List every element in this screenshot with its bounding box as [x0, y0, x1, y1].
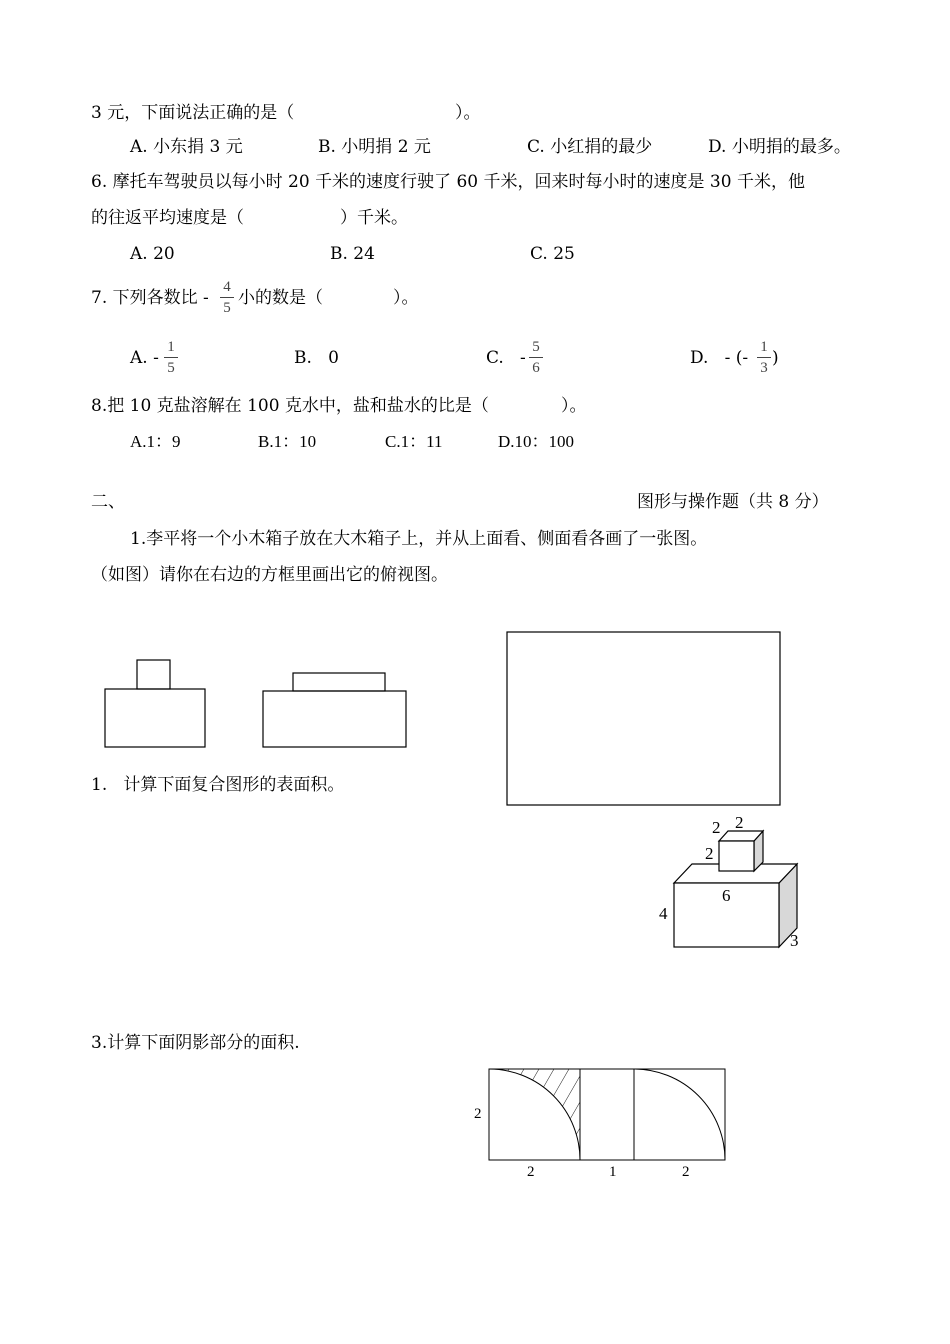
q7-option-a-numerator: 1: [167, 339, 175, 355]
q8-option-a: A.1：9: [130, 432, 181, 451]
q6-line-1: 6. 摩托车驾驶员以每小时 20 千米的速度行驶了 60 千米，回来时每小时的速度是 30 千米，他: [91, 172, 805, 192]
q6-option-a: A. 20: [130, 244, 175, 264]
q7-option-b: B. 0: [294, 348, 339, 368]
q8-text: 8.把 10 克盐溶解在 100 克水中，盐和盐水的比是（: [91, 396, 489, 416]
q6-option-c: C. 25: [530, 244, 575, 264]
big-box-width-label: 3: [790, 931, 799, 950]
q7-stem-start: 7. 下列各数比 -: [91, 288, 209, 308]
section-2-title: 图形与操作题（共 8 分）: [637, 492, 829, 512]
q7-option-a-denominator: 5: [167, 360, 175, 376]
q7-option-d-label: D. - (-: [690, 348, 749, 368]
q7-option-c-denominator: 6: [532, 360, 540, 376]
small-box-top-label: 2: [735, 813, 744, 832]
big-box-height-label: 4: [659, 904, 668, 923]
q5-option-c: C. 小红捐的最少: [527, 137, 653, 157]
q6-option-b: B. 24: [330, 244, 375, 264]
q6-line-2: 的往返平均速度是（: [91, 208, 244, 228]
problem-1-line-1: 1.李平将一个小木箱子放在大木箱子上，并从上面看、侧面看各画了一张图。: [130, 529, 708, 549]
shaded-region: [489, 1069, 725, 1160]
q7-option-c-label: C. -: [486, 348, 526, 368]
q7-fraction-numerator: 4: [223, 279, 231, 295]
q8-option-d: D.10：100: [498, 432, 575, 451]
q7-option-d-denominator: 3: [760, 360, 768, 376]
problem-3-text: 3.计算下面阴影部分的面积.: [91, 1033, 300, 1053]
small-box-depth-label: 2: [712, 818, 721, 837]
small-box-height-label: 2: [705, 844, 714, 863]
q8-close: ）。: [561, 396, 587, 416]
q7-option-a-label: A. -: [130, 348, 159, 368]
shaded-figure-width-3-label: 2: [682, 1164, 690, 1180]
q7-stem-end: 小的数是（: [238, 288, 323, 308]
problem-2-text: 1. 计算下面复合图形的表面积。: [91, 775, 345, 795]
q8-option-c: C.1：11: [385, 432, 443, 451]
q5-continuation: 3 元，下面说法正确的是（: [91, 103, 295, 123]
q5-option-b: B. 小明捐 2 元: [318, 137, 431, 157]
q8-option-b: B.1：10: [258, 432, 317, 451]
q5-close: ）。: [455, 103, 481, 123]
q7-option-c-numerator: 5: [532, 339, 540, 355]
q7-fraction-denominator: 5: [223, 300, 231, 316]
q7-option-d-close: ): [772, 348, 779, 368]
shaded-figure-width-1-label: 2: [527, 1164, 535, 1180]
section-2-number: 二、: [91, 492, 125, 512]
q5-option-d: D. 小明捐的最多。: [708, 137, 851, 157]
big-box-length-label: 6: [722, 886, 731, 905]
q7-close: ）。: [393, 288, 419, 308]
q5-option-a: A. 小东捐 3 元: [130, 137, 243, 157]
shaded-figure-height-label: 2: [474, 1106, 482, 1122]
q7-option-d-numerator: 1: [760, 339, 768, 355]
problem-1-line-2: （如图）请你在右边的方框里画出它的俯视图。: [91, 565, 448, 585]
shaded-figure-width-2-label: 1: [609, 1164, 617, 1180]
q6-line-2-close: ）千米。: [340, 208, 408, 228]
